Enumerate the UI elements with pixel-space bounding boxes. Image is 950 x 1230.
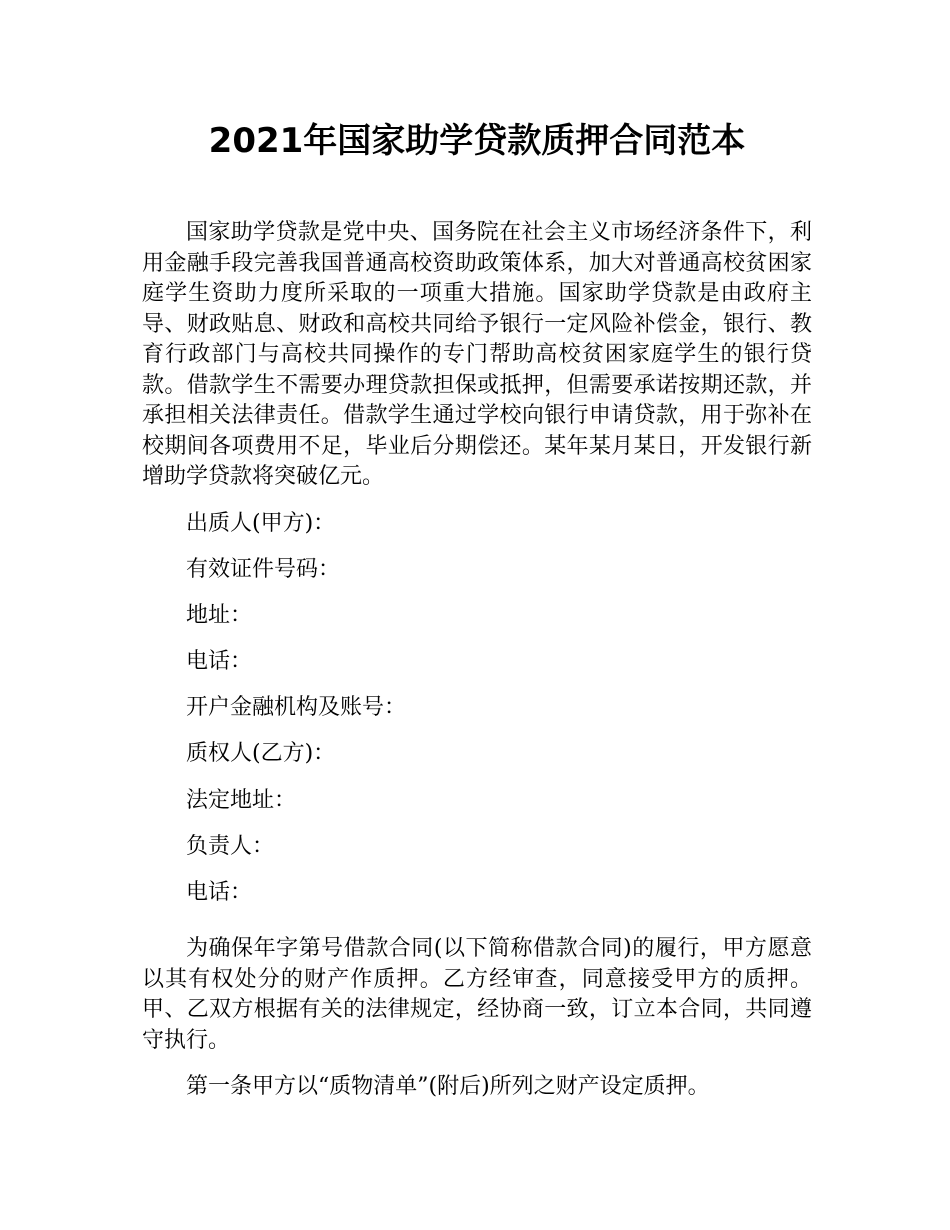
document-title: 2021年国家助学贷款质押合同范本 <box>208 121 746 161</box>
article-1-paragraph: 第一条甲方以“质物清单”(附后)所列之财产设定质押。 <box>186 1074 710 1100</box>
field-pledgor: 出质人(甲方)： <box>186 510 336 536</box>
field-responsible-person: 负责人： <box>186 833 275 859</box>
document-page <box>142 118 812 1119</box>
intro-paragraph: 国家助学贷款是党中央、国务院在社会主义市场经济条件下，利用金融手段完善我国普通高校资助政策体系，加大对普通高校贫困家庭学生资助力度所采取的一项重大措施。国家助学贷款是由政府主导、财政贴息、财政和高校共同给予银行一定风险补偿金，银行、教育行政部门与高校共同操作的专门帮助高校贫困家庭学生的银行贷款。借款学生不需要办理贷款担保或抵押，但需要承诺按期还款，并承担相关法律责任。借款学生通过学校向银行申请贷款，用于弥补在校期间各项费用不足，毕业后分期偿还。某年某月某日，开发银行新增助学贷款将突破亿元。 <box>142 220 812 489</box>
field-legal-address: 法定地址： <box>186 787 297 813</box>
party-fields <box>142 509 812 925</box>
field-phone-b: 电话： <box>186 880 253 905</box>
body-paragraph: 为确保年字第号借款合同(以下简称借款合同)的履行，甲方愿意以其有权处分的财产作质押。乙方经审查，同意接受甲方的质押。甲、乙双方根据有关的法律规定，经协商一致，订立本合同，共同遵守执行。 <box>142 936 812 1053</box>
field-id-number: 有效证件号码： <box>186 556 341 582</box>
field-address: 地址： <box>186 602 253 628</box>
field-bank-account: 开户金融机构及账号： <box>186 695 407 721</box>
field-phone-a: 电话： <box>186 649 253 675</box>
field-pledgee: 质权人(乙方)： <box>186 741 336 767</box>
